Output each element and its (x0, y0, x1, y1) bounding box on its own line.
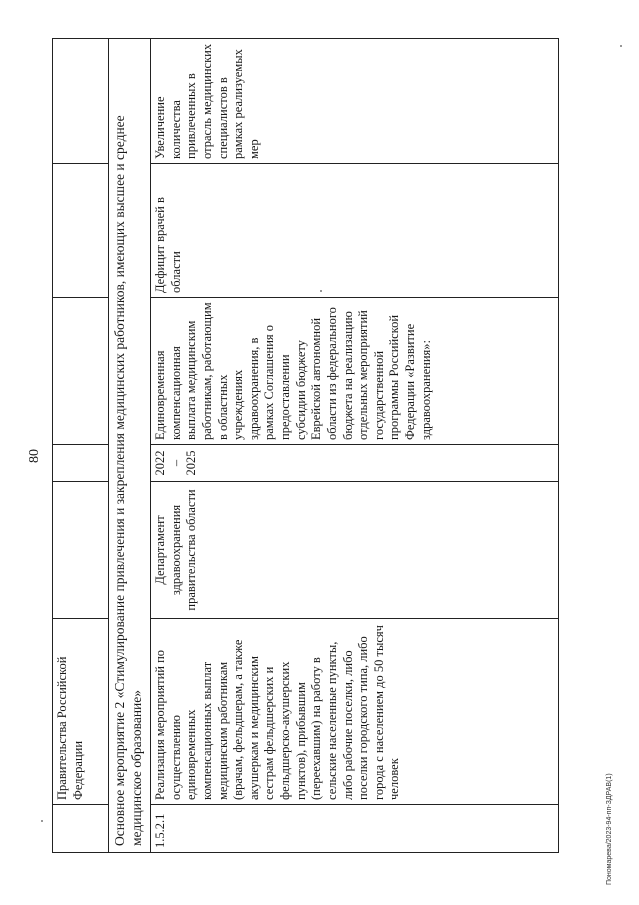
section-title: Основное мероприятие 2 «Стимулирование привлечения и закрепления медицинских работников, имеющих высшее и среднее медицинское образование» (109, 39, 151, 853)
cell-top-6 (53, 164, 109, 298)
measure-number: 1.5.2.1 (151, 805, 559, 853)
period-end: 2025 (184, 450, 199, 476)
cell-top-4 (53, 445, 109, 482)
measure-content: Единовременная компенсационная выплата медицинским работникам, работающим в областных учреждениях здравоохранения, в рамках Соглашения о предоставлении субсидии бюджету Еврейской автономной области из федерального бюджета на реализацию отдельных мероприятий государственной программы Российской Федерации «Развитие здравоохранения»: (151, 298, 559, 445)
page-number: 80 (27, 449, 42, 463)
scan-speck (41, 820, 43, 822)
period-dash: – (168, 459, 183, 467)
cell-top-2: Правительства Российской Федерации (53, 619, 109, 805)
scan-speck (320, 290, 322, 292)
footer-code-container (606, 185, 625, 885)
scan-speck (620, 45, 622, 47)
period-start: 2022 (153, 450, 167, 476)
cell-top-7 (53, 39, 109, 164)
measure-period (151, 445, 559, 482)
measure-executor: Департамент здравоохранения правительства области (151, 482, 559, 619)
cell-top-3 (53, 482, 109, 619)
table-row-section (109, 39, 151, 853)
table-row-measure (151, 39, 559, 853)
measure-name: Реализация мероприятий по осуществлению единовременных компенсационных выплат медицинским работникам (врачам, фельдшерам, а также акушеркам и медицинским сестрам фельдшерских и фельдшерско-акушерских пунктов), прибывшим (переехавшим) на работу в сельские населенные пункты, либо рабочие поселки, либо поселки городского типа, либо города с населением до 50 тысяч человек (151, 619, 559, 805)
measures-table (52, 38, 559, 853)
measure-problem: Дефицит врачей в области (151, 164, 559, 298)
cell-top-5 (53, 298, 109, 445)
footer-code: Пономарева/2023-94-пп-ЗДРАВ(1) (606, 773, 613, 885)
rotated-table-wrapper (52, 39, 559, 853)
table-row-top (53, 39, 109, 853)
cell-top-1 (53, 805, 109, 853)
measure-result: Увеличение количества привлеченных в отрасль медицинских специалистов в рамках реализуемых мер (151, 39, 559, 164)
